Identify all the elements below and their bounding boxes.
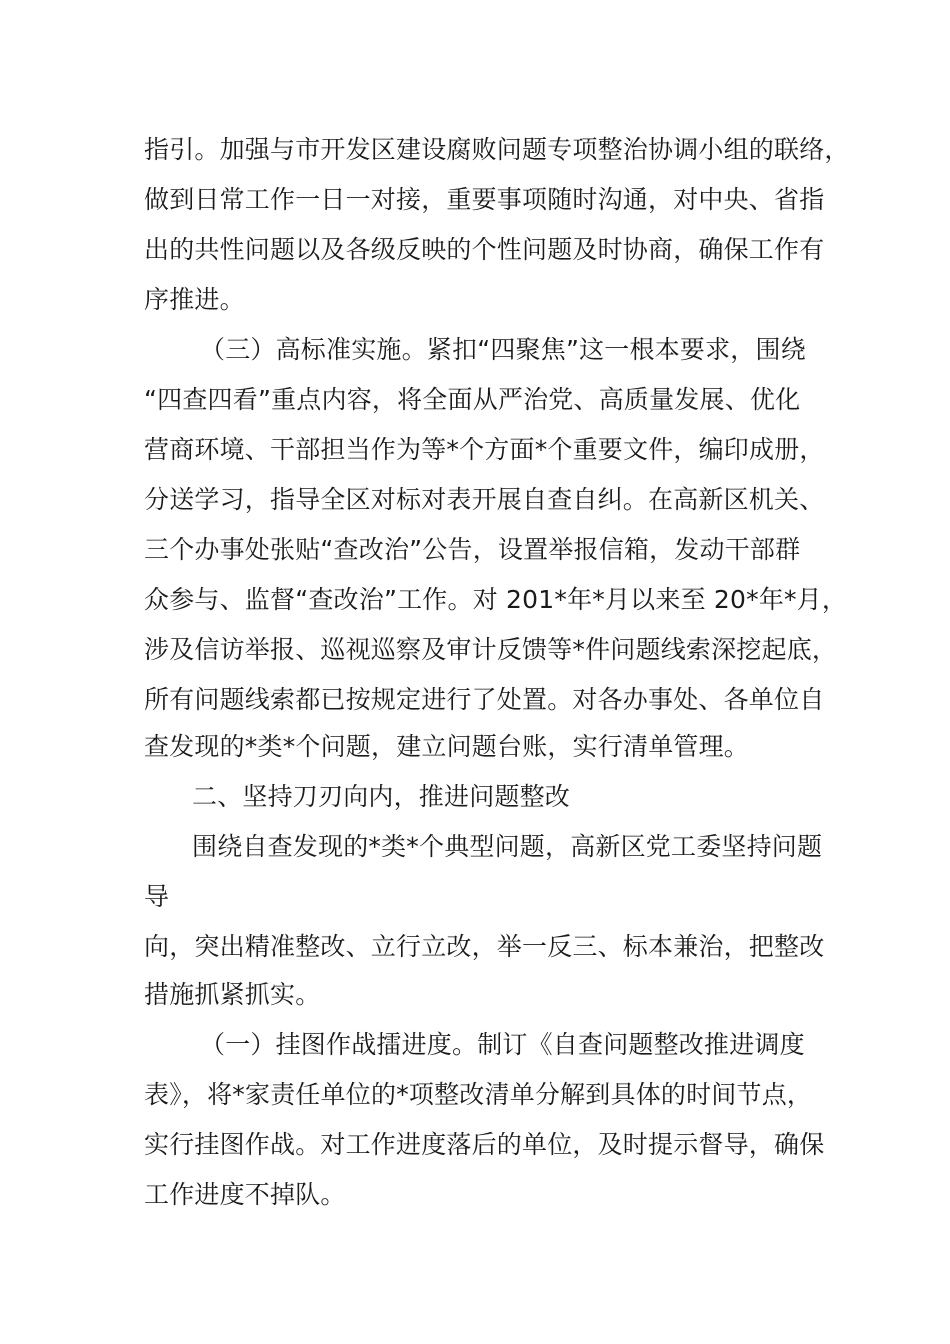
subsection-heading-3: （三）高标准实施。紧扣“四聚焦”这一根本要求，围绕 xyxy=(200,335,806,364)
text-line-20: 表》，将*家责任单位的*项整改清单分解到具体的时间节点， xyxy=(144,1080,813,1109)
subsection-heading-1: （一）挂图作战擂进度。制订《自查问题整改推进调度 xyxy=(200,1030,805,1059)
text-line-16: 导 xyxy=(144,882,170,911)
text-line-9: 三个办事处张贴“查改治”公告，设置举报信箱，发动干部群 xyxy=(144,535,801,564)
text-line-15: 围绕自查发现的*类*个典型问题，高新区党工委坚持问题 xyxy=(192,832,823,861)
section-heading-2: 二、坚持刀刃向内，推进问题整改 xyxy=(192,782,571,811)
text-line-1: 指引。加强与市开发区建设腐败问题专项整治协调小组的联络， xyxy=(144,135,850,164)
text-line-10: 众参与、监督“查改治”工作。对 201*年*月以来至 20*年*月， xyxy=(144,585,848,614)
text-line-7: 营商环境、干部担当作为等*个方面*个重要文件，编印成册， xyxy=(144,435,825,464)
text-line-8: 分送学习，指导全区对标对表开展自查自纠。在高新区机关、 xyxy=(144,485,825,514)
text-line-4: 序推进。 xyxy=(144,285,245,314)
text-line-21: 实行挂图作战。对工作进度落后的单位，及时提示督导，确保 xyxy=(144,1130,825,1159)
text-line-12: 所有问题线索都已按规定进行了处置。对各办事处、各单位自 xyxy=(144,685,825,714)
text-line-6: “四查四看”重点内容，将全面从严治党、高质量发展、优化 xyxy=(144,385,801,414)
text-line-18: 措施抓紧抓实。 xyxy=(144,980,321,1009)
text-line-11: 涉及信访举报、巡视巡察及审计反馈等*件问题线索深挖起底， xyxy=(144,635,838,664)
text-line-3: 出的共性问题以及各级反映的个性问题及时协商，确保工作有 xyxy=(144,235,825,264)
text-line-2: 做到日常工作一日一对接，重要事项随时沟通，对中央、省指 xyxy=(144,185,825,214)
text-line-22: 工作进度不掉队。 xyxy=(144,1180,346,1209)
text-line-13: 查发现的*类*个问题，建立问题台账，实行清单管理。 xyxy=(144,732,750,761)
text-line-17: 向，突出精准整改、立行立改，举一反三、标本兼治，把整改 xyxy=(144,932,825,961)
